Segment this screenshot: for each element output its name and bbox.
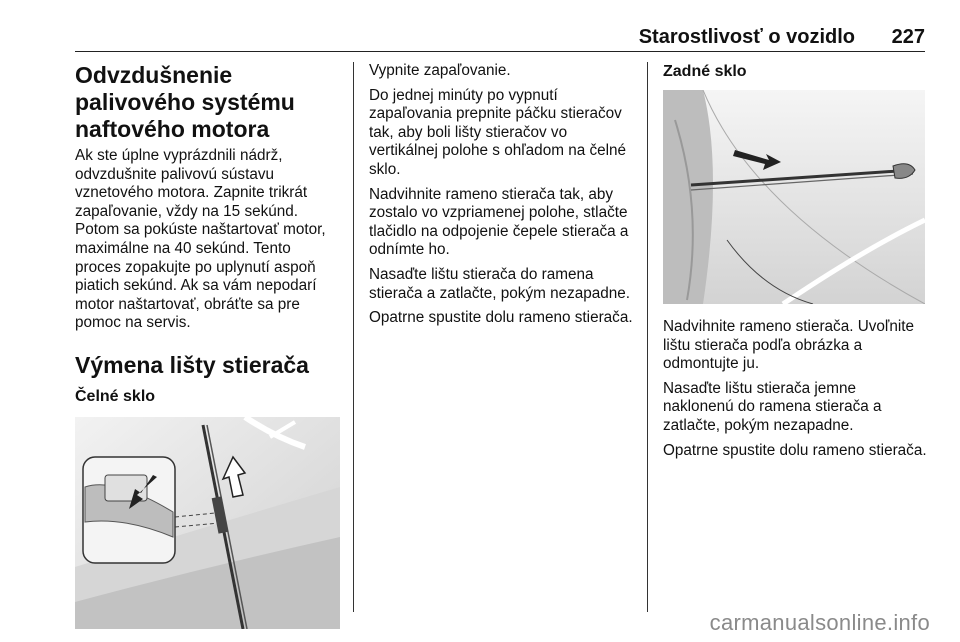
fuel-bleeding-paragraph: Ak ste úplne vyprázdnili nádrž, odvzdušnite palivovú sústavu vznetového motora. Zapnite trikrát zapaľovanie, vždy na 15 sekúnd. Potom sa pokúste naštartovať motor, maximálne na 40 sekúnd. Tento proces zopakujte po uplynutí aspoň piatich sekúnd. Ak sa vám nepodarí motor naštartovať, obráťte sa pre pomoc na servis. <box>75 147 326 332</box>
column-left <box>75 62 340 629</box>
step-paragraph: Opatrne spustite dolu rameno stierača. <box>663 441 927 459</box>
watermark: carmanualsonline.info <box>709 610 930 635</box>
chapter-title: Starostlivosť o vozidlo <box>638 26 855 48</box>
subheading-rear-window: Zadné sklo <box>663 63 747 80</box>
column-middle <box>369 62 639 334</box>
step-paragraph: Nadvihnite rameno stierača. Uvoľnite lištu stierača podľa obrázka a odmontujte ju. <box>663 318 915 373</box>
page-header <box>75 22 925 52</box>
section-heading-fuel: Odvzdušnenie palivového systému naftového motora <box>75 62 295 142</box>
step-paragraph: Opatrne spustite dolu rameno stierača. <box>369 309 633 327</box>
column-right <box>663 62 928 466</box>
header-rule <box>75 51 925 52</box>
step-paragraph: Nadvihnite rameno stierača tak, aby zostalo vo vzpriamenej polohe, stlačte tlačidlo na odpojenie čepele stierača a odnímte ho. <box>369 185 629 259</box>
rear-wiper-illustration <box>663 90 925 304</box>
step-paragraph: Vypnite zapaľovanie. <box>369 62 511 79</box>
column-divider <box>353 62 354 612</box>
windscreen-wiper-illustration <box>75 417 340 629</box>
step-paragraph: Do jednej minúty po vypnutí zapaľovania prepnite páčku stieračov tak, aby boli lišty stieračov vo vertikálnej polohe s ohľadom na čelné sklo. <box>369 86 627 178</box>
subheading-windscreen: Čelné sklo <box>75 387 156 405</box>
step-paragraph: Nasaďte lištu stierača do ramena stierača a zatlačte, pokým nezapadne. <box>369 265 631 302</box>
column-divider <box>647 62 648 612</box>
section-heading-wiper: Výmena lišty stierača <box>75 351 309 378</box>
step-paragraph: Nasaďte lištu stierača jemne naklonenú do ramena stierača a zatlačte, pokým nezapadne. <box>663 379 882 434</box>
page-number: 227 <box>891 26 925 48</box>
